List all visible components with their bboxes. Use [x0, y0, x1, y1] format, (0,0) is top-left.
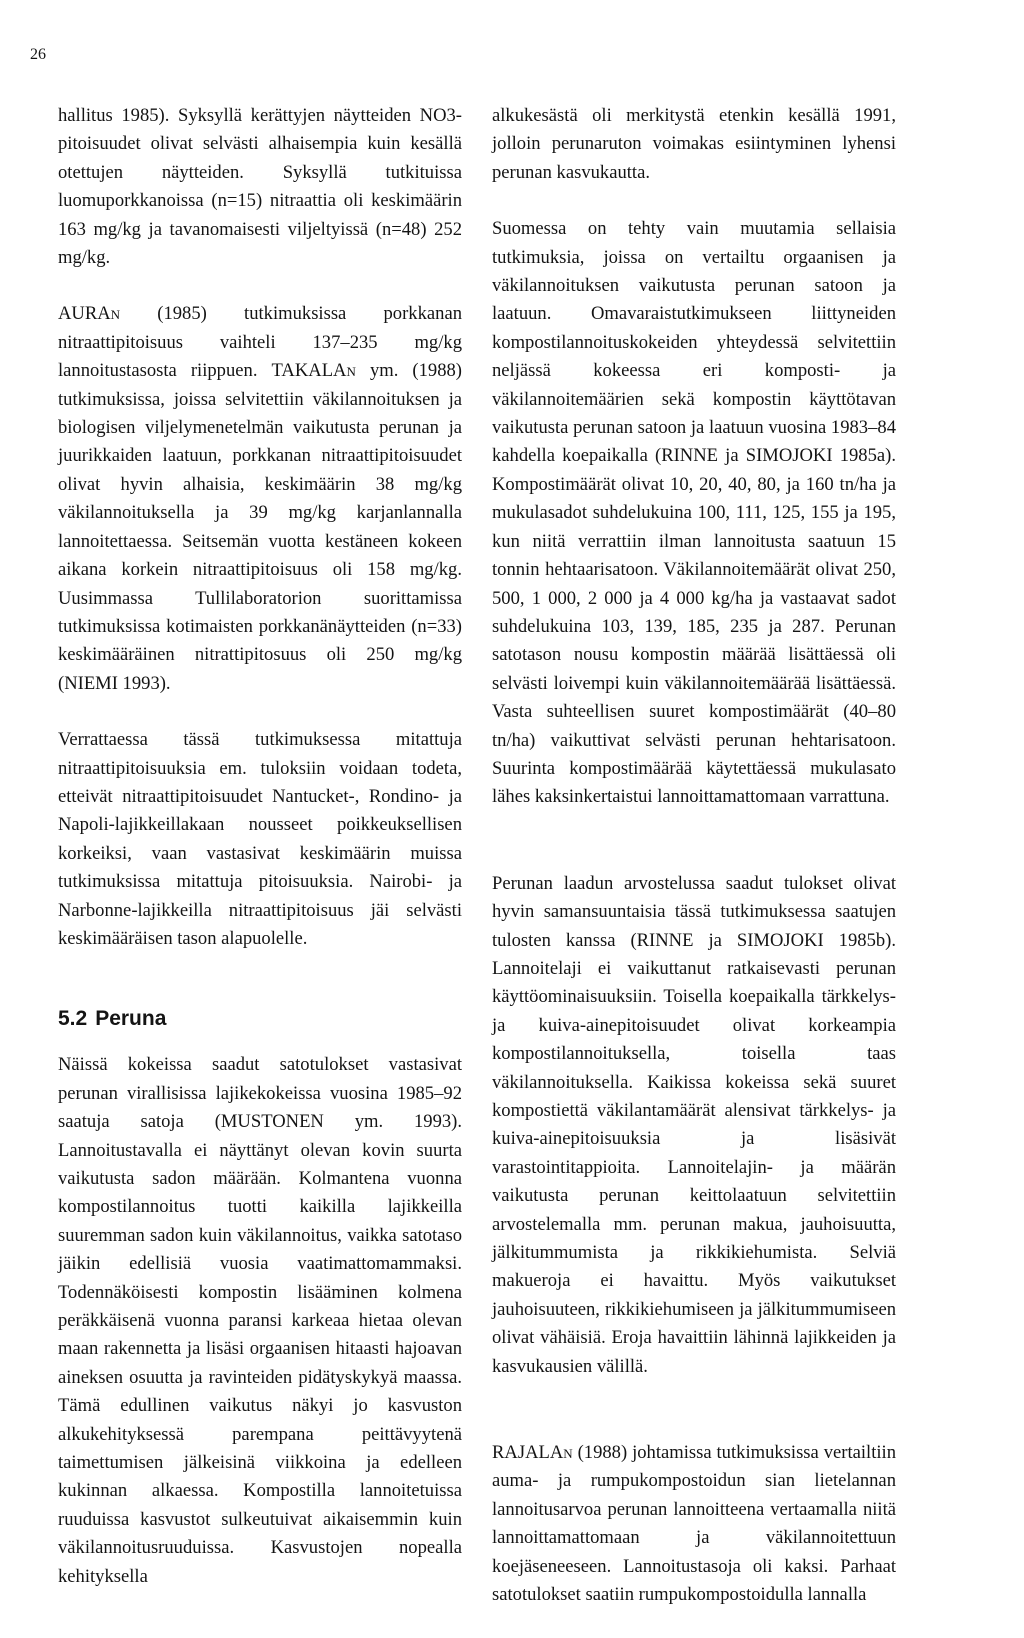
paragraph	[58, 300, 462, 698]
section-title: Peruna	[95, 1007, 167, 1031]
text-run: ja	[693, 929, 737, 951]
author-name: RINNE	[661, 445, 719, 467]
text-run: Perunan laadun arvostelussa saadut tulokset olivat hyvin samansuuntaisia tässä tutkimuksessa saatujen tulosten kanssa (	[492, 872, 896, 951]
author-name: RINNE	[636, 929, 694, 951]
paragraph: hallitus 1985). Syksyllä kerättyjen näytteiden NO3-pitoisuudet olivat selvästi alhaisempia kuin kesällä otettujen näytteiden. Syksyllä tutkituissa luomuporkkanoissa (n=15) nitraattia oli keskimäärin 163 mg/kg ja tavanomaisesti viljeltyissä (n=48) 252 mg/kg.	[58, 105, 462, 269]
text-run: 1993).	[117, 672, 171, 694]
author-name: NIEMI	[64, 672, 118, 694]
paragraph	[492, 215, 896, 812]
author-name: RAJALAn	[492, 1442, 573, 1464]
author-name: SIMOJOKI	[736, 929, 824, 951]
section-heading	[58, 1005, 462, 1033]
text-run: ym. 1993). Lannoitustavalla ei näyttänyt olevan kovin suurta vaikutusta sadon määrään. Kolmantena vuonna kompostilannoitus tuotti kaikilla lajikkeilla suuremman sadon kuin väkilannoitus, vaikka satotaso jäikin edellisiä vuosia vaatimattomammaksi. Todennäköisesti kompostin lisääminen kolmena peräkkäisenä vuonna paransi karkeaa hietaa olevan maan rakennetta ja lisäsi orgaanisen hitaasti hajoavan aineksen osuutta ja ravinteiden pidätyskykyä maassa. Tämä edullinen vaikutus näkyi jo kasvuston alkukehityksessä parempana peittävyytenä taimettumisen jälkeisinä viikkoina ja edelleen kukinnan alkaessa. Kompostilla lannoitetuissa ruuduissa kasvustot sulkeutuivat aikaisemmin kuin väkilannoitusruuduissa. Kasvustojen nopealla kehityksella	[58, 1111, 462, 1587]
paragraph	[492, 870, 896, 1381]
text-run: (1988) johtamissa tutkimuksissa vertailtiin auma- ja rumpukompostoidun sian lietelannan lannoitusarvoa perunan lannoitteena vertaamalla niitä lannoittamattomaan ja väkilannoitettuun koejäseneeseen. Lannoitustasoja oli kaksi. Parhaat satotulokset saatiin rumpukompostoidulla lannalla	[492, 1442, 896, 1606]
text-run: ym. (1988) tutkimuksissa, joissa selvitettiin väkilannoituksen ja biologisen viljelymenetelmän vaikutusta perunan ja juurikkaiden laatuun, porkkanan nitraattipitoisuudet olivat hyvin alhaisia, keskimäärin 38 mg/kg väkilannoituksella ja 39 mg/kg karjanlannalla lannoitettaessa. Seitsemän vuotta kestäneen kokeen aikana korkein nitraattipitoisuus oli 158 mg/kg. Uusimmassa Tullilaboratorion suorittamissa tutkimuksissa kotimaisten porkkanänäytteiden (n=33) keskimääräinen nitrattipitosuus oli 250 mg/kg (	[58, 360, 462, 694]
right-column	[492, 102, 896, 1638]
author-name: MUSTONEN	[220, 1111, 324, 1133]
left-column	[58, 102, 462, 1619]
paragraph: alkukesästä oli merkitystä etenkin kesällä 1991, jolloin perunaruton voimakas esiintyminen lyhensi perunan kasvukautta.	[492, 105, 896, 183]
text-run: 1985a). Kompostimäärät olivat 10, 20, 40, 80, ja 160 tn/ha ja mukulasadot suhdelukuina 100, 111, 125, 155 ja 195, kun niitä verrattiin ilman lannoitusta saatuun 15 tonnin hehtaarisatoon. Väkilannoitemäärät olivat 250, 500, 1 000, 2 000 ja 4 000 kg/ha ja vastaavat sadot suhdelukuina 103, 139, 185, 235 ja 287. Perunan satotason nousu kompostin määrää lisättäessä oli selvästi loivempi kuin väkilannoitemäärää lisättäessä. Vasta suhteellisen suuret kompostimäärät (40–80 tn/ha) vaikuttivat selvästi perunan hehtarisatoon. Suurinta kompostimäärää käytettäessä mukulasato lähes kaksinkertaistui lannoittamattomaan varrattuna.	[492, 445, 896, 808]
text-run: 1985b). Lannoitelaji ei vaikuttanut ratkaisevasti perunan käyttöominaisuuksiin. Toisella koepaikalla tärkkelys- ja kuiva-ainepitoisuudet olivat korkeampia kompostilannoituksella, toisella taas väkilannoituksella. Kaikissa kokeissa sekä suuret kompostiettä väkilantamäärät alensivat tärkkelys- ja kuiva-ainepitoisuuksia ja lisäsivät varastointitappioita. Lannoitelajin- ja määrän vaikutusta perunan keittolaatuun selvitettiin arvostelemalla mm. perunan makua, jauhoisuutta, jälkitummumista ja rikkikiehumista. Selviä makueroja ei havaittu. Myös vaikutukset jauhoisuuteen, rikkikiehumiseen ja jälkitummumiseen olivat vähäisiä. Eroja havaittiin lähinnä lajikkeiden ja kasvukausien välillä.	[492, 929, 896, 1377]
text-run: Näissä kokeissa saadut satotulokset vastasivat perunan virallisissa lajikekokeissa vuosina 1985–92 saatuja satoja (	[58, 1054, 462, 1133]
paragraph: Verrattaessa tässä tutkimuksessa mitattuja nitraattipitoisuuksia em. tuloksiin voidaan todeta, etteivät nitraattipitoisuudet Nantucket-, Rondino- ja Napoli-lajikkeillakaan nousseet poikkeuksellisen korkeiksi, vaan vastasivat keskimäärin muissa tutkimuksissa mitattuja pitoisuuksia. Nairobi- ja Narbonne-lajikkeilla nitraattipitoisuus jäi selvästi keskimääräisen tason alapuolelle.	[58, 729, 462, 949]
paragraph	[58, 1051, 462, 1591]
page-number: 26	[30, 46, 46, 63]
text-run: ja	[718, 445, 746, 467]
text-run: (1985) tutkimuksissa porkkanan nitraattipitoisuus vaihteli 137–235 mg/kg lannoitustasosta riippuen.	[58, 303, 462, 382]
author-name: SIMOJOKI	[745, 445, 833, 467]
paragraph	[492, 1439, 896, 1609]
author-name: AURAn	[58, 303, 121, 325]
author-name: TAKALAn	[271, 360, 356, 382]
text-run: Suomessa on tehty vain muutamia sellaisia tutkimuksia, joissa on vertailtu orgaanisen ja väkilannoituksen vaikutusta perunan satoon ja laatuun. Omavaraistutkimukseen liittyneiden kompostilannoituskokeiden yhteydessä selvitettiin neljässä kokeessa eri komposti- ja väkilannoitemäärien sekä kompostin käyttötavan vaikutusta perunan satoon ja laatuun vuosina 1983–84 kahdella koepaikalla (	[492, 218, 896, 467]
section-number: 5.2	[58, 1007, 88, 1031]
